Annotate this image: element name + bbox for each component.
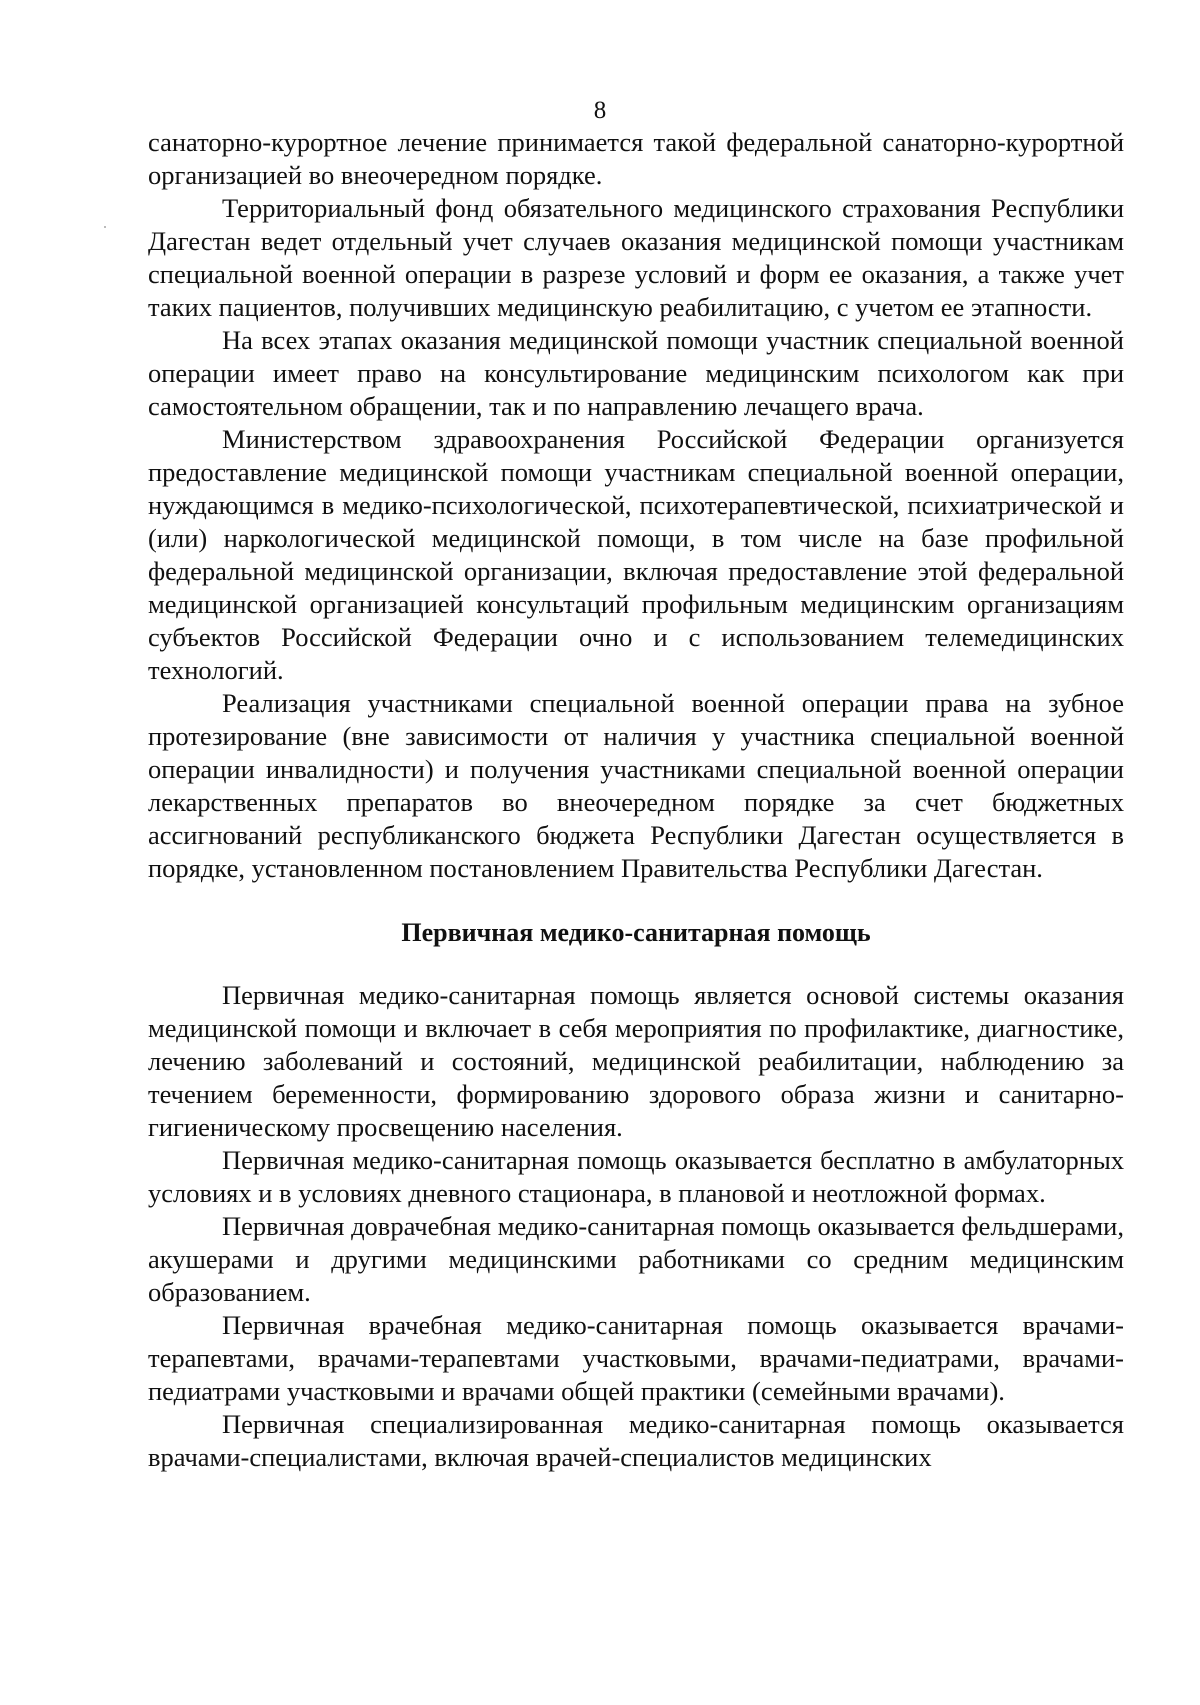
paragraph-pre-medical-care: Первичная доврачебная медико-санитарная помощь оказывается фельдшерами, акушерами и другими медицинскими работниками со средним медицинским образованием. bbox=[148, 1211, 1124, 1307]
page-number: 8 bbox=[593, 97, 607, 124]
document-body bbox=[148, 126, 1124, 1474]
paragraph-medical-care: Первичная врачебная медико-санитарная помощь оказывается врачами-терапевтами, врачами-терапевтами участковыми, врачами-педиатрами, врачами-педиатрами участковыми и врачами общей практики (семейными врачами). bbox=[148, 1310, 1124, 1406]
paragraph-dental-prosthetics: Реализация участниками специальной военной операции права на зубное протезирование (вне зависимости от наличия у участника специальной военной операции инвалидности) и получения участниками специальной военной операции лекарственных препаратов во внеочередном порядке за счет бюджетных ассигнований республиканского бюджета Республики Дагестан осуществляется в порядке, установленном постановлением Правительства Республики Дагестан. bbox=[148, 688, 1124, 883]
paragraph-continuation: санаторно-курортное лечение принимается такой федеральной санаторно-курортной организацией во внеочередном порядке. bbox=[148, 127, 1124, 190]
paragraph-specialized-care: Первичная специализированная медико-санитарная помощь оказывается врачами-специалистами, включая врачей-специалистов медицинских bbox=[148, 1409, 1124, 1472]
paragraph-ministry-psychological-care: Министерством здравоохранения Российской Федерации организуется предоставление медицинской помощи участникам специальной военной операции, нуждающимся в медико-психологической, психотерапевтической, психиатрической и (или) наркологической медицинской помощи, в том числе на базе профильной федеральной медицинской организации, включая предоставление этой федеральной медицинской организацией консультаций профильным медицинским организациям субъектов Российской Федерации очно и с использованием телемедицинских технологий. bbox=[148, 424, 1124, 685]
paragraph-tfoms-accounting: Территориальный фонд обязательного медицинского страхования Республики Дагестан ведет отдельный учет случаев оказания медицинской помощи участникам специальной военной операции в разрезе условий и форм ее оказания, а также учет таких пациентов, получивших медицинскую реабилитацию, с учетом ее этапности. bbox=[148, 193, 1124, 322]
section-heading: Первичная медико-санитарная помощь bbox=[401, 918, 871, 947]
paragraph-primary-care-definition: Первичная медико-санитарная помощь является основой системы оказания медицинской помощи и включает в себя мероприятия по профилактике, диагностике, лечению заболеваний и состояний, медицинской реабилитации, наблюдению за течением беременности, формированию здорового образа жизни и санитарно-гигиеническому просвещению населения. bbox=[148, 980, 1124, 1142]
paragraph-primary-care-free: Первичная медико-санитарная помощь оказывается бесплатно в амбулаторных условиях и в условиях дневного стационара, в плановой и неотложной формах. bbox=[148, 1145, 1124, 1208]
scan-artifact bbox=[104, 226, 106, 228]
paragraph-psychologist-consultation: На всех этапах оказания медицинской помощи участник специальной военной операции имеет право на консультирование медицинским психологом как при самостоятельном обращении, так и по направлению лечащего врача. bbox=[148, 325, 1124, 421]
